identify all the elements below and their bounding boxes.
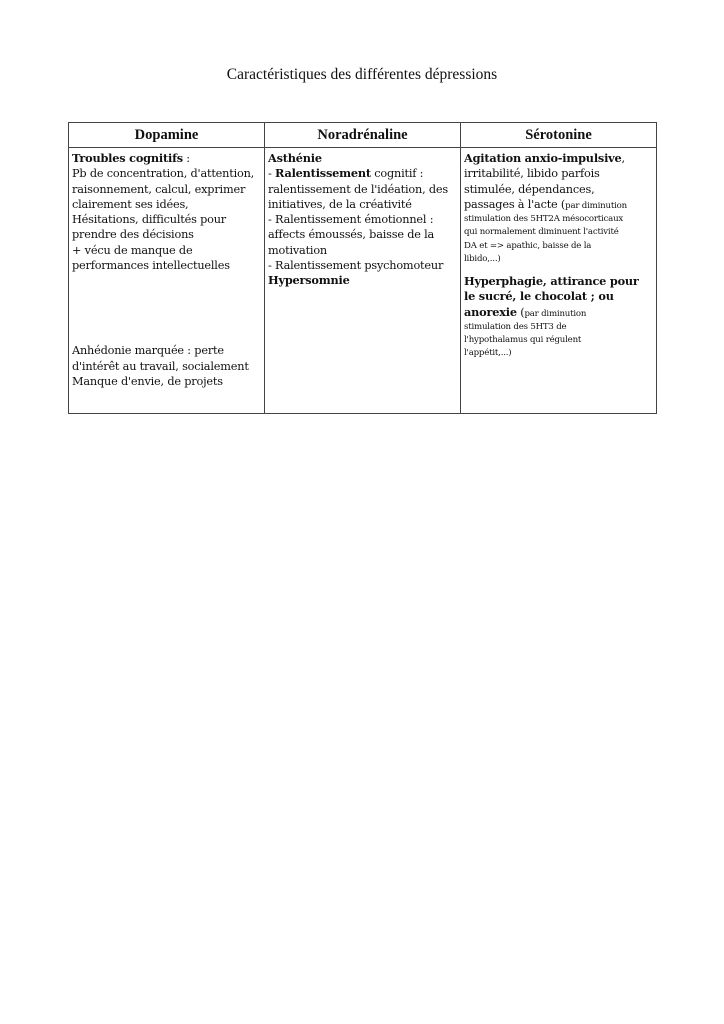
- footnote-line: stimulation des 5HT2A mésocorticaux: [464, 214, 624, 225]
- table-row: [69, 148, 657, 414]
- paren: (: [516, 305, 525, 319]
- document-title: Caractéristiques des différentes dépressions: [226, 66, 498, 83]
- noradrenaline-line: initiatives, de la créativité: [268, 197, 412, 211]
- hyperphagie-heading: Hyperphagie, attirance pour: [464, 273, 639, 288]
- noradrenaline-line: - Ralentissement émotionnel :: [268, 213, 434, 227]
- cell-serotonine: [461, 148, 657, 414]
- noradrenaline-line: [268, 166, 457, 181]
- serotonine-line: [464, 151, 653, 166]
- agitation-heading: Agitation anxio-impulsive: [464, 151, 622, 165]
- footnote-line: l'hypothalamus qui régulent: [464, 334, 582, 345]
- comma: ,: [621, 152, 625, 165]
- dopamine-line: prendre des décisions: [72, 228, 194, 242]
- dash: -: [268, 167, 276, 181]
- serotonine-line: stimulée, dépendances,: [464, 182, 595, 196]
- colon: :: [182, 152, 190, 165]
- anhedonie-line: Anhédonie marquée : perte: [72, 344, 224, 358]
- serotonine-line: [464, 197, 653, 213]
- header-dopamine: Dopamine: [69, 123, 265, 148]
- footnote-line: libido,...): [464, 253, 501, 264]
- troubles-cognitifs-heading: Troubles cognitifs: [72, 151, 183, 165]
- footnote-line: stimulation des 5HT3 de: [464, 321, 567, 332]
- serotonine-line: [464, 305, 653, 321]
- noradrenaline-line: - Ralentissement psychomoteur: [268, 259, 444, 273]
- noradrenaline-line: ralentissement de l'idéation, des: [268, 182, 448, 196]
- cell-noradrenaline: [265, 148, 461, 414]
- anhedonie-line: Manque d'envie, de projets: [72, 374, 223, 388]
- header-noradrenaline: Noradrénaline: [265, 123, 461, 148]
- noradrenaline-line: affects émoussés, baisse de la: [268, 228, 435, 242]
- dopamine-line: Hésitations, difficultés pour: [72, 213, 226, 227]
- asthenie-heading: Asthénie: [268, 151, 322, 165]
- hypersomnie-heading: Hypersomnie: [268, 273, 350, 288]
- hyperphagie-heading: le sucré, le chocolat ; ou: [464, 289, 614, 304]
- ralentissement-rest: cognitif :: [370, 167, 424, 181]
- footnote-line: l'appétit,...): [464, 348, 512, 359]
- header-serotonine: Sérotonine: [461, 123, 657, 148]
- footnote-line: qui normalement diminuent l'activité: [464, 227, 619, 238]
- footnote-text: par diminution: [524, 308, 587, 319]
- anhedonie-line: d'intérêt au travail, socialement: [72, 359, 249, 373]
- footnote-line: DA et => apathic, baisse de la: [464, 240, 592, 251]
- serotonine-line: irritabilité, libido parfois: [464, 167, 600, 181]
- cell-dopamine: [69, 148, 265, 414]
- dopamine-line: + vécu de manque de: [72, 243, 193, 257]
- passages-text: passages à l'acte (: [464, 197, 566, 211]
- ralentissement-bold: Ralentissement: [275, 166, 371, 181]
- dopamine-line: raisonnement, calcul, exprimer: [72, 182, 246, 196]
- footnote-text: par diminution: [565, 200, 627, 211]
- anorexie-heading: anorexie: [464, 304, 517, 319]
- dopamine-line: performances intellectuelles: [72, 259, 230, 273]
- dopamine-line: clairement ses idées,: [72, 197, 189, 211]
- dopamine-line: [72, 151, 261, 166]
- noradrenaline-line: motivation: [268, 243, 328, 257]
- dopamine-line: Pb de concentration, d'attention,: [72, 167, 255, 181]
- depression-table: [68, 122, 657, 414]
- table-header-row: [69, 123, 657, 148]
